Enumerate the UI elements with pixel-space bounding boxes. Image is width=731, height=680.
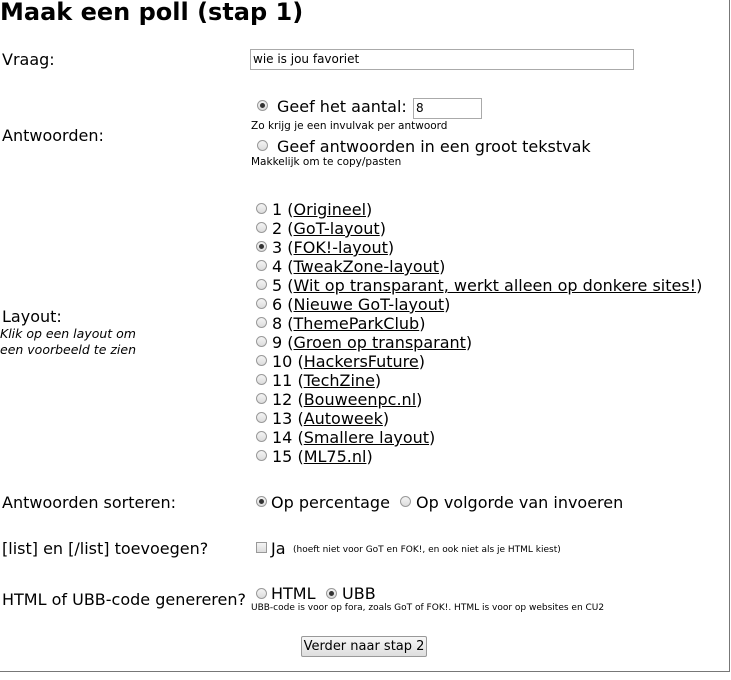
layout-link[interactable]: Origineel xyxy=(293,200,367,219)
layout-radio[interactable] xyxy=(256,336,267,347)
layout-link[interactable]: Groen op transparant xyxy=(293,333,466,352)
layout-option-text: 2 (GoT-layout) xyxy=(272,219,386,238)
frame-border-right xyxy=(729,0,730,671)
frame-border-bottom xyxy=(0,671,730,672)
question-label: Vraag: xyxy=(2,50,55,69)
layout-option-text: 12 (Bouweenpc.nl) xyxy=(272,390,423,409)
layout-number: 15 xyxy=(272,447,293,466)
list-checkbox[interactable] xyxy=(256,542,267,553)
layout-number: 2 xyxy=(272,219,283,238)
layout-radio[interactable] xyxy=(256,431,267,442)
layout-option-text: 14 (Smallere layout) xyxy=(272,428,436,447)
sort-label: Antwoorden sorteren: xyxy=(2,493,176,512)
layout-option-text: 10 (HackersFuture) xyxy=(272,352,425,371)
layout-option-text: 15 (ML75.nl) xyxy=(272,447,373,466)
sort-percentage-label: Op percentage xyxy=(271,493,390,512)
layout-option-text: 1 (Origineel) xyxy=(272,200,373,219)
layout-number: 13 xyxy=(272,409,293,428)
sort-order-radio[interactable] xyxy=(400,496,411,507)
layout-number: 10 xyxy=(272,352,293,371)
answers-text-radio[interactable] xyxy=(257,140,268,151)
layout-number: 6 xyxy=(272,295,283,314)
layout-radio[interactable] xyxy=(256,260,267,271)
answer-count-input[interactable]: 8 xyxy=(413,98,482,119)
layout-link[interactable]: Smallere layout xyxy=(303,428,430,447)
layout-number: 9 xyxy=(272,333,283,352)
layout-link[interactable]: Bouweenpc.nl xyxy=(303,390,417,409)
layout-number: 11 xyxy=(272,371,293,390)
page-title: Maak een poll (stap 1) xyxy=(0,0,304,26)
layout-option-text: 3 (FOK!-layout) xyxy=(272,238,395,257)
layout-link[interactable]: Nieuwe GoT-layout xyxy=(293,295,445,314)
layout-link[interactable]: TechZine xyxy=(303,371,375,390)
layout-option-text: 11 (TechZine) xyxy=(272,371,382,390)
list-hint: (hoeft niet voor GoT en FOK!, en ook niet als je HTML kiest) xyxy=(293,545,561,555)
layout-option-text: 9 (Groen op transparant) xyxy=(272,333,473,352)
layout-number: 4 xyxy=(272,257,283,276)
question-input[interactable]: wie is jou favoriet xyxy=(250,49,634,70)
layout-option-text: 13 (Autoweek) xyxy=(272,409,390,428)
layout-radio[interactable] xyxy=(256,355,267,366)
layout-link[interactable]: Autoweek xyxy=(303,409,383,428)
code-ubb-radio[interactable] xyxy=(326,588,337,599)
answers-text-label: Geef antwoorden in een groot tekstvak xyxy=(277,137,591,156)
layout-link[interactable]: ThemeParkClub xyxy=(293,314,420,333)
layout-option-text: 8 (ThemeParkClub) xyxy=(272,314,426,333)
code-label: HTML of UBB-code genereren? xyxy=(2,590,246,609)
layout-radio[interactable] xyxy=(256,298,267,309)
layout-option-text: 5 (Wit op transparant, werkt alleen op donkere sites!) xyxy=(272,276,703,295)
answers-count-radio[interactable] xyxy=(257,100,268,111)
layout-radio[interactable] xyxy=(256,374,267,385)
code-ubb-label: UBB xyxy=(342,584,376,603)
layout-radio[interactable] xyxy=(256,317,267,328)
code-html-label: HTML xyxy=(271,584,316,603)
next-step-button[interactable]: Verder naar stap 2 xyxy=(301,636,427,657)
layout-link[interactable]: ML75.nl xyxy=(303,447,367,466)
layout-radio[interactable] xyxy=(256,393,267,404)
layout-number: 5 xyxy=(272,276,283,295)
answers-text-hint: Makkelijk om te copy/pasten xyxy=(251,156,402,168)
answers-count-label: Geef het aantal: xyxy=(277,97,407,116)
layout-link[interactable]: TweakZone-layout xyxy=(293,257,440,276)
layout-hint: Klik op een layout om een voorbeeld te zien xyxy=(0,326,137,357)
layout-radio[interactable] xyxy=(256,450,267,461)
layout-number: 3 xyxy=(272,238,283,257)
layout-number: 14 xyxy=(272,428,293,447)
layout-number: 1 xyxy=(272,200,283,219)
answers-count-hint: Zo krijg je een invulvak per antwoord xyxy=(251,120,448,132)
layout-radio[interactable] xyxy=(256,222,267,233)
layout-number: 8 xyxy=(272,314,283,333)
list-label: [list] en [/list] toevoegen? xyxy=(2,539,209,558)
answers-label: Antwoorden: xyxy=(2,126,104,145)
layout-number: 12 xyxy=(272,390,293,409)
layout-link[interactable]: GoT-layout xyxy=(293,219,380,238)
layout-label: Layout: xyxy=(2,307,62,326)
layout-link[interactable]: Wit op transparant, werkt alleen op donkere sites! xyxy=(293,276,697,295)
layout-option-text: 4 (TweakZone-layout) xyxy=(272,257,446,276)
layout-radio[interactable] xyxy=(256,203,267,214)
layout-link[interactable]: FOK!-layout xyxy=(293,238,388,257)
code-html-radio[interactable] xyxy=(256,588,267,599)
layout-option-text: 6 (Nieuwe GoT-layout) xyxy=(272,295,451,314)
layout-radio[interactable] xyxy=(256,412,267,423)
code-hint: UBB-code is voor op fora, zoals GoT of FOK!. HTML is voor op websites en CU2 xyxy=(251,603,605,613)
layout-radio[interactable] xyxy=(256,279,267,290)
sort-percentage-radio[interactable] xyxy=(256,496,267,507)
list-checkbox-label: Ja xyxy=(271,539,286,558)
sort-order-label: Op volgorde van invoeren xyxy=(416,493,624,512)
layout-radio[interactable] xyxy=(256,241,267,252)
layout-link[interactable]: HackersFuture xyxy=(303,352,419,371)
